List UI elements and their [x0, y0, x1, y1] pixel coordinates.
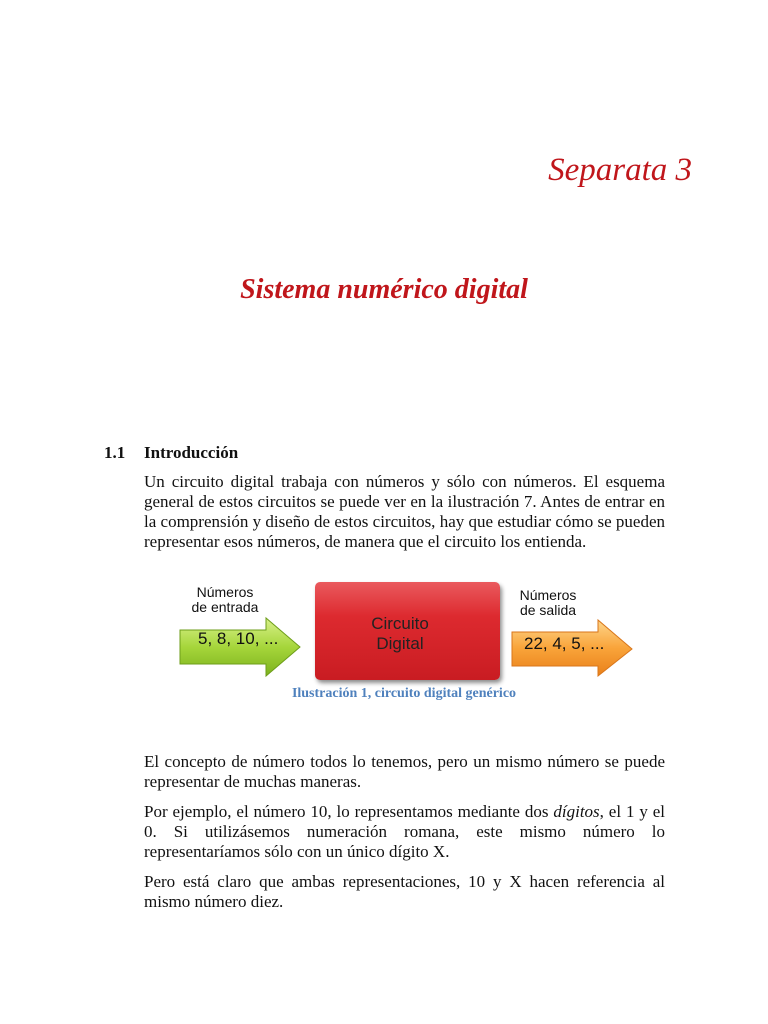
figure-caption: Ilustración 1, circuito digital genérico: [291, 686, 517, 701]
example-text-end: , el 1 y el 0. Si utilizásemos numeración romana, este mismo número lo representaríamos sólo con un único dígito X.: [144, 802, 665, 861]
example-paragraph: [144, 802, 665, 862]
section-number: 1.1: [104, 443, 126, 462]
output-label-line1: Números: [519, 587, 577, 603]
section-title: Introducción: [144, 443, 239, 462]
concept-paragraph: El concepto de número todos lo tenemos, pero un mismo número se puede representar de muchas maneras.: [144, 752, 665, 791]
intro-paragraph: Un circuito digital trabaja con números y sólo con números. El esquema general de estos circuitos se puede ver en la ilustración 7. Antes de entrar en la comprensión y diseño de estos circuitos, hay que estudiar cómo se pueden representar esos números, de manera que el circuito los entienda.: [144, 472, 665, 551]
input-label: [180, 585, 270, 615]
circuit-box-label: [315, 614, 485, 654]
conclusion-paragraph: Pero está claro que ambas representaciones, 10 y X hacen referencia al mismo número diez.: [144, 872, 665, 911]
output-label-line2: de salida: [519, 602, 577, 618]
example-text-start: Por ejemplo, el número 10, lo representamos mediante dos: [144, 802, 554, 821]
input-label-line1: Números: [196, 584, 254, 600]
input-label-line2: de entrada: [191, 599, 259, 615]
input-values: 5, 8, 10, ...: [198, 629, 279, 648]
output-values: 22, 4, 5, ...: [524, 634, 605, 653]
section-heading: [104, 443, 238, 463]
circuit-box-line2: Digital: [376, 634, 424, 653]
digital-circuit-figure: [170, 580, 640, 690]
chapter-label: Separata 3: [548, 152, 692, 188]
circuit-box-line1: Circuito: [371, 614, 429, 633]
example-emphasis: dígitos: [553, 802, 600, 821]
output-label: [508, 588, 588, 618]
document-title: Sistema numérico digital: [240, 274, 528, 305]
